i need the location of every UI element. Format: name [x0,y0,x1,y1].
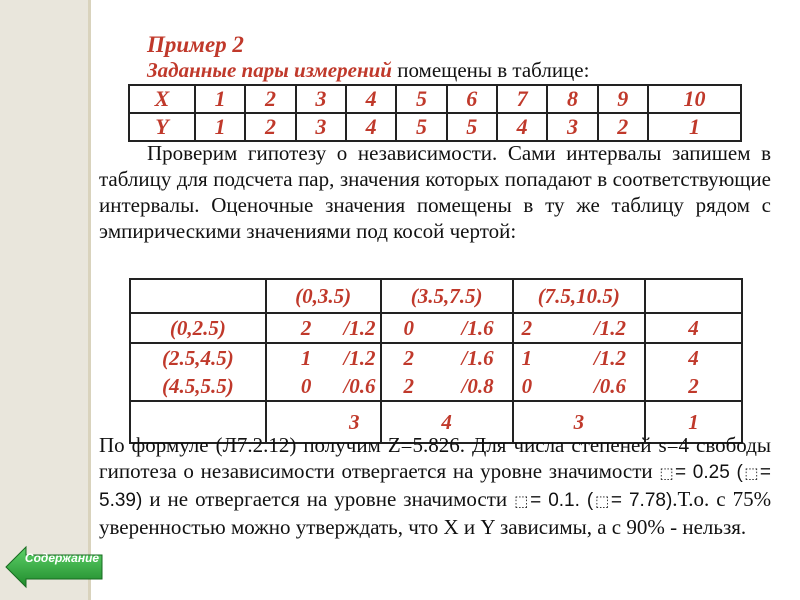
expected-value: /0.6 [593,374,627,398]
sig1-crit: = 5.39) [99,462,772,511]
subtitle-highlight: Заданные пары измерений [147,58,392,82]
sig2-post: .Т.о. с 75% уверенностью можно [99,487,772,539]
x-cell: 1 [195,85,245,113]
sidebar-divider [88,0,91,600]
contingency-table [129,278,743,444]
y-cell: 1 [195,113,245,141]
alpha-box-icon: ⬚ [514,492,531,510]
observed-value: 0 [403,316,415,340]
y-cell: 1 [648,113,741,141]
paragraph-conclusion: По формуле (Л7.2.12) получим Z=5.826. Для числа степеней s=4 свободы гипотеза о независимости отвергается на уровне значимости ⬚= 0.25 (⬚= 5.39) и не отвергается на уровне значимости ⬚= 0.1. (⬚= 7.78).Т.о. с 75% уверенностью можно утверждать, что X и Y зависимы, а с 90% - нельзя. [99,433,772,539]
alpha-box-icon: ⬚ [659,464,675,482]
col-header: (0,3.5) [266,279,381,313]
expected-value: /1.2 [593,346,627,370]
y-cell: 2 [598,113,648,141]
row-label: (2.5,4.5) [162,346,234,370]
y-cell: 5 [447,113,497,141]
x-cell: 7 [497,85,547,113]
contents-nav-button[interactable] [4,545,104,589]
col-total: 1 [645,401,742,443]
expected-value: /1.2 [343,316,376,340]
observed-value: 2 [403,374,415,398]
contents-nav-label: Содержание [24,551,100,565]
y-cell: 5 [396,113,446,141]
x-label: X [129,85,195,113]
observed-value: 0 [300,374,312,398]
x-cell: 8 [547,85,597,113]
chi-box-icon: ⬚ [742,464,760,482]
col-total: 4 [381,401,513,443]
sig1-formula: = 0.25 [674,462,730,483]
col-header: (7.5,10.5) [513,279,645,313]
col-header: (3.5,7.5) [381,279,513,313]
observed-value: 2 [300,316,312,340]
expected-value: /1.2 [343,346,376,370]
conclusion-last: утверждать, что X и Y зависимы, а с 90% - нельзя. [295,515,747,539]
row-label: (4.5,5.5) [162,374,234,398]
chi-box-icon: ⬚ [593,492,611,510]
y-cell: 4 [346,113,396,141]
sig2-formula: = 0.1. [530,490,580,511]
x-cell: 2 [245,85,295,113]
y-cell: 4 [497,113,547,141]
expected-value: /1.2 [593,316,627,340]
x-cell: 10 [648,85,741,113]
sig2-crit: = 7.78) [610,490,673,511]
y-row [129,113,741,141]
row-total: 4 [645,343,742,372]
table-row [130,343,742,372]
observed-value: 1 [300,346,312,370]
table-row [130,372,742,401]
observed-value: 0 [521,374,533,398]
x-cell: 4 [346,85,396,113]
x-row [129,85,741,113]
x-cell: 5 [396,85,446,113]
sig2-pre: значимости [403,487,508,511]
conclusion-line1: По формуле (Л7.2.12) получим Z=5.826. Для числа степеней s=4 свободы гипотеза о независимости отвергается на уровне [99,433,771,483]
paragraph-text: Проверим гипотезу о независимости. Сами интервалы запишем в таблицу для подсчета пар, значения которых попадают в соответствующие интервалы. Оценочные значения помещены в ту же таблицу рядом с эмпирическими значениями под косой чертой: [99,141,771,243]
row-label: (0,2.5) [169,316,226,340]
subtitle [147,58,589,83]
col-total: 3 [266,401,381,443]
row-total: 2 [645,372,742,401]
expected-value: /0.8 [461,374,494,398]
y-cell: 2 [245,113,295,141]
expected-value: /1.6 [461,316,494,340]
left-sidebar-bar [0,0,88,600]
observed-value: 2 [521,316,533,340]
table-row [130,313,742,343]
example-title: Пример 2 [147,32,244,57]
measurements-table [128,84,742,142]
sig1-post: и не отвергается на уровне [149,487,397,511]
x-cell: 9 [598,85,648,113]
y-cell: 3 [547,113,597,141]
expected-value: /1.6 [461,346,494,370]
subtitle-rest: помещены в таблице: [391,58,590,82]
y-label: Y [129,113,195,141]
row-total: 4 [645,313,742,343]
y-cell: 3 [296,113,346,141]
header-row [130,279,742,313]
observed-value: 2 [403,346,415,370]
sig1-pre: значимости [548,459,653,483]
x-cell: 6 [447,85,497,113]
paragraph-hypothesis [99,140,771,244]
expected-value: /0.6 [343,374,376,398]
corner-cell [130,279,266,313]
observed-value: 1 [521,346,533,370]
x-cell: 3 [296,85,346,113]
col-total: 3 [513,401,645,443]
